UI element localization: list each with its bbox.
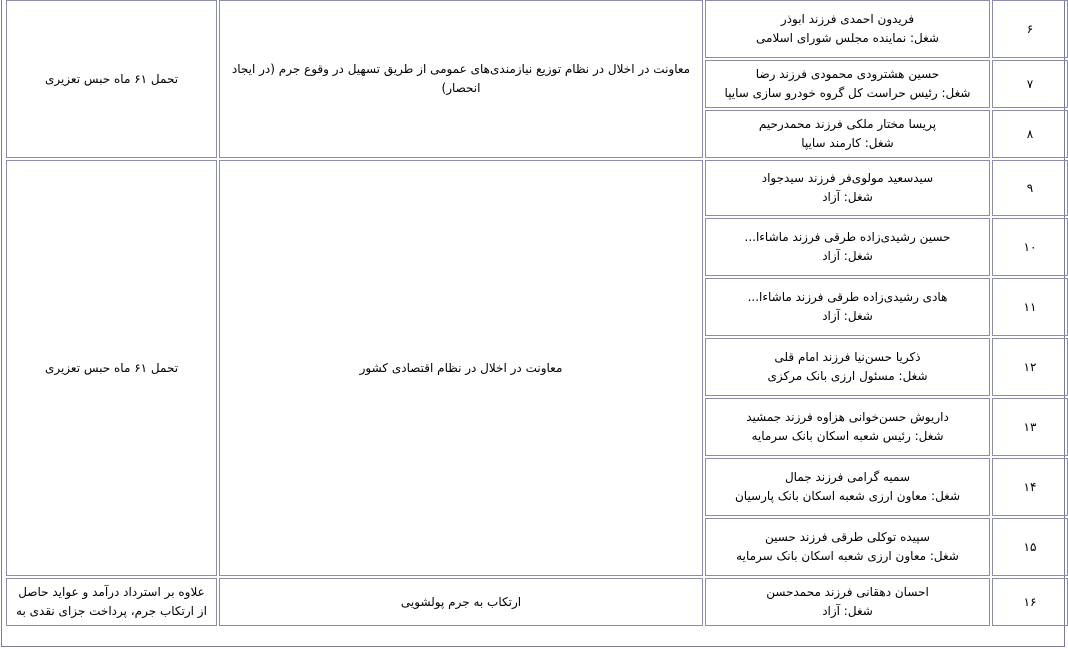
defendant-name: پریسا مختار ملکی فرزند محمدرحیم: [758, 117, 937, 131]
defendant-job: شغل: آزاد: [822, 249, 873, 263]
defendant-name: حسین هشترودی محمودی فرزند رضا: [755, 67, 940, 81]
defendant-name: فریدون احمدی فرزند ابوذر: [780, 12, 915, 26]
defendant-job: شغل: کارمند سایپا: [801, 136, 894, 150]
defendant-name: سمیه گرامی فرزند جمال: [784, 470, 911, 484]
defendant-job: شغل: آزاد: [822, 190, 873, 204]
table-row: [6, 160, 1068, 216]
defendant-name: هادی رشیدی‌زاده طرقی فرزند ماشاءا...: [747, 290, 948, 304]
defendant-cell: [705, 160, 990, 216]
row-number: ۷: [992, 60, 1068, 108]
defendant-job: شغل: رئیس حراست کل گروه خودرو سازی سایپا: [724, 86, 971, 100]
defendant-cell: [705, 578, 990, 626]
row-number: ۸: [992, 110, 1068, 158]
row-number: ۹: [992, 160, 1068, 216]
sentence-cell: [6, 0, 217, 158]
row-number: ۱۱: [992, 278, 1068, 336]
charge-cell: [219, 160, 703, 576]
row-number: ۱۲: [992, 338, 1068, 396]
defendant-cell: [705, 0, 990, 58]
defendant-cell: [705, 218, 990, 276]
defendant-name: داریوش حسن‌خوانی هزاوه فرزند جمشید: [746, 410, 949, 424]
table-row: [6, 0, 1068, 58]
row-number: ۱۰: [992, 218, 1068, 276]
charge-text: معاونت در اخلال در نظام توزیع نیازمندی‌های عمومی از طریق تسهیل در وقوع جرم (در ایجاد انحصار): [231, 62, 691, 95]
defendant-cell: [705, 458, 990, 516]
defendant-cell: [705, 398, 990, 456]
defendant-job: شغل: آزاد: [822, 309, 873, 323]
defendant-job: شغل: معاون ارزی شعبه اسکان بانک سرمایه: [736, 549, 959, 563]
defendant-name: سیدسعید مولوی‌فر فرزند سیدجواد: [761, 171, 934, 185]
charge-text: ارتکاب به جرم پولشویی: [400, 594, 522, 609]
row-number: ۶: [992, 0, 1068, 58]
defendant-cell: [705, 60, 990, 108]
defendant-job: شغل: آزاد: [822, 604, 873, 618]
charge-text: معاونت در اخلال در نظام اقتصادی کشور: [359, 360, 563, 375]
defendant-job: شغل: رئیس شعبه اسکان بانک سرمایه: [751, 429, 944, 443]
charge-cell: [219, 578, 703, 626]
defendant-name: احسان دهقانی فرزند محمدحسن: [766, 585, 929, 599]
sentence-text: تحمل ۶۱ ماه حبس تعزیری: [44, 360, 179, 375]
defendant-name: ذکریا حسن‌نیا فرزند امام قلی: [774, 350, 921, 364]
defendant-cell: [705, 110, 990, 158]
defendant-cell: [705, 518, 990, 576]
row-number: ۱۳: [992, 398, 1068, 456]
defendant-name: سپیده توکلی طرقی فرزند حسین: [765, 530, 930, 544]
defendant-cell: [705, 278, 990, 336]
row-number: ۱۶: [992, 578, 1068, 626]
sentence-cell: [6, 160, 217, 576]
row-number: ۱۵: [992, 518, 1068, 576]
sentence-text: علاوه بر استرداد درآمد و عواید حاصل از ارتکاب جرم، پرداخت جزای نقدی به: [16, 585, 207, 618]
row-number: ۱۴: [992, 458, 1068, 516]
defendant-job: شغل: نماینده مجلس شورای اسلامی: [756, 31, 939, 45]
table-row: [6, 578, 1068, 626]
sentence-text: تحمل ۶۱ ماه حبس تعزیری: [44, 71, 179, 86]
defendant-job: شغل: معاون ارزی شعبه اسکان بانک پارسیان: [734, 489, 961, 503]
defendant-job: شغل: مسئول ارزی بانک مرکزی: [767, 369, 928, 383]
defendant-cell: [705, 338, 990, 396]
charge-cell: [219, 0, 703, 158]
sentence-cell: [6, 578, 217, 626]
defendant-name: حسین رشیدی‌زاده طرقی فرزند ماشاءا...: [744, 230, 951, 244]
verdict-table: [4, 0, 1068, 628]
